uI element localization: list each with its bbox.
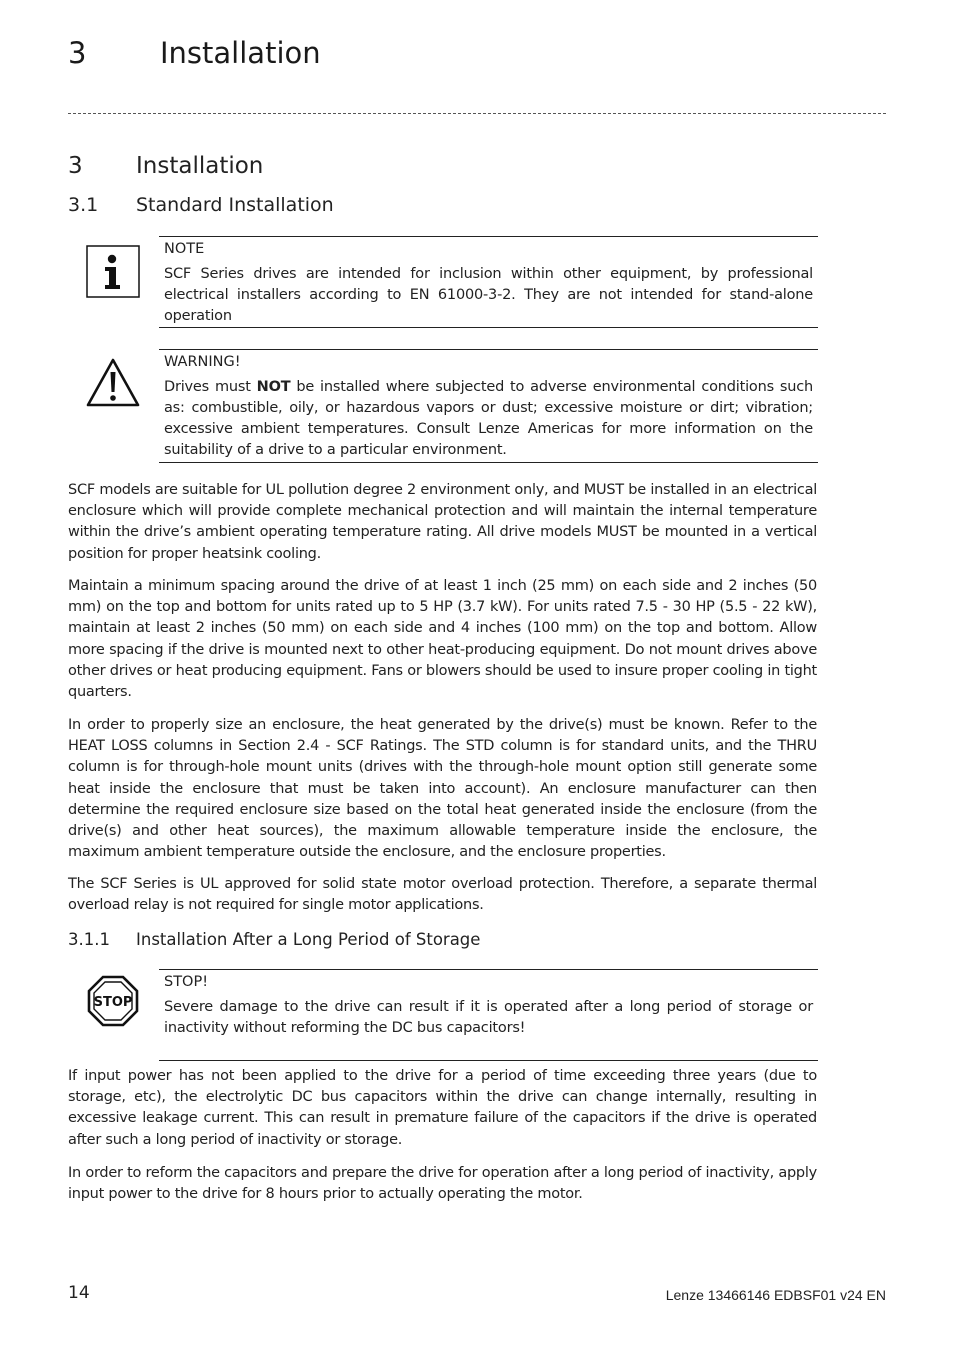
chapter-number: 3 — [68, 36, 87, 70]
stop-sign-icon — [87, 975, 139, 1027]
subsubsection-number: 3.1.1 — [68, 930, 110, 949]
stop-sign-text: STOP — [93, 995, 133, 1010]
paragraph-enclosure-sizing: In order to properly size an enclosure, the heat generated by the drive(s) must be known. Refer to the HEAT LOSS columns in Section 2.4 - SCF Ratings. The STD column is for standard units, and the THRU column is for through-hole mount units (drives with the through-hole mount option still generate some heat inside the enclosure that must be taken into account). An enclosure manufacturer can then determine the required enclosure size based on the total heat generated inside the enclosure (from the drive(s) and other heat sources), the maximum allowable temperature inside the enclosure, the maximum ambient temperature outside the enclosure, and the enclosure properties. — [68, 717, 817, 861]
warning-triangle-icon — [86, 357, 140, 409]
section-title: Installation — [136, 153, 264, 179]
paragraph-capacitor-aging: If input power has not been applied to the drive for a period of time exceeding three years (due to storage, etc), the electrolytic DC bus capacitors within the drive can change internally, resulting in excessive leakage current. This can result in premature failure of the capacitors if the drive is operated after such a long period of inactivity or storage. — [68, 1068, 817, 1148]
subsection-number: 3.1 — [68, 194, 99, 216]
document-id: Lenze 13466146 EDBSF01 v24 EN — [665, 1287, 886, 1303]
subsubsection-title: Installation After a Long Period of Storage — [136, 930, 481, 949]
paragraph-capacitor-reform: In order to reform the capacitors and prepare the drive for operation after a long period of inactivity, apply input power to the drive for 8 hours prior to actually operating the motor. — [68, 1165, 817, 1203]
note-label: NOTE — [164, 241, 205, 257]
stop-box — [159, 969, 818, 1061]
stop-label: STOP! — [164, 974, 209, 990]
note-box — [159, 236, 818, 328]
warning-label: WARNING! — [164, 354, 241, 370]
header-divider — [68, 113, 886, 114]
warning-text-start: Drives must — [164, 379, 257, 395]
warning-text-end: be installed where subjected to adverse environmental conditions such as: combustible, oily, or hazardous vapors or dust; excessive moisture or dirt; vibration; excessive ambient temperatures. Consult Lenze Americas for more information on the suitability of a drive to a particular environment. — [164, 379, 813, 458]
info-icon — [86, 245, 140, 299]
paragraph-overload-protection: The SCF Series is UL approved for solid state motor overload protection. Therefore, a separate thermal overload relay is not required for single motor applications. — [68, 876, 817, 914]
paragraph-spacing: Maintain a minimum spacing around the drive of at least 1 inch (25 mm) on each side and 2 inches (50 mm) on the top and bottom for units rated up to 5 HP (3.7 kW). For units rated 7.5 - 30 HP (5.5 - 22 kW), maintain at least 2 inches (50 mm) on each side and 4 inches (100 mm) on the top and bottom. Allow more spacing if the drive is mounted next to other heat-producing equipment. Do not mount drives above other drives or heat producing equipment. Fans or blowers should be used to insure proper cooling in tight quarters. — [68, 578, 817, 701]
paragraph-pollution-degree: SCF models are suitable for UL pollution degree 2 environment only, and MUST be installed in an electrical enclosure which will provide complete mechanical protection and will maintain the internal temperature within the drive’s ambient operating temperature rating. All drive models MUST be mounted in a vertical position for proper heatsink cooling. — [68, 482, 817, 562]
stop-text: Severe damage to the drive can result if it is operated after a long period of storage or inactivity without reforming the DC bus capacitors! — [164, 999, 813, 1036]
warning-emphasis: NOT — [256, 379, 291, 395]
chapter-title: Installation — [160, 36, 321, 70]
note-text: SCF Series drives are intended for inclusion within other equipment, by professional electrical installers according to EN 61000-3-2. They are not intended for stand-alone operation — [164, 266, 813, 324]
warning-box — [159, 349, 818, 463]
subsection-title: Standard Installation — [136, 194, 334, 216]
page-number: 14 — [68, 1283, 90, 1303]
section-number: 3 — [68, 153, 83, 179]
warning-text — [164, 377, 813, 461]
